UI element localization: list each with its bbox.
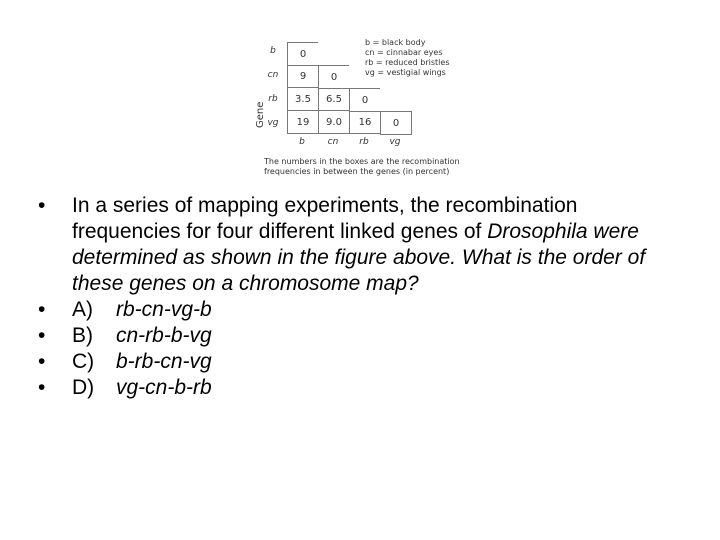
legend-item: cn = cinnabar eyes	[365, 48, 443, 57]
figure-caption: The numbers in the boxes are the recombination frequencies in between the genes (in percent)	[264, 157, 460, 176]
cell-vg-cn: 9.0	[318, 111, 349, 134]
option-text: rb-cn-vg-b	[116, 298, 212, 321]
legend-item: b = black body	[365, 38, 426, 47]
option-letter: B)	[72, 324, 93, 347]
recombination-figure	[255, 30, 465, 180]
option-text: vg-cn-b-rb	[116, 376, 212, 399]
question-block	[38, 193, 688, 401]
option-b	[38, 323, 688, 349]
cell-rb-rb: 0	[349, 88, 380, 112]
question-item	[38, 193, 688, 297]
question-text: In a series of mapping experiments, the recombination frequencies for four different linked genes of	[72, 194, 578, 243]
row-label-rb: rb	[268, 94, 278, 104]
question-text-italic: Drosophila were determined as shown in the figure above. What is the order of these genes on a chromosome map?	[72, 220, 646, 295]
cell-vg-vg: 0	[380, 111, 412, 135]
figure-legend	[365, 38, 450, 78]
cell-vg-b: 19	[287, 111, 318, 134]
cell-rb-cn: 6.5	[318, 88, 349, 111]
cell-cn-b: 9	[287, 65, 318, 88]
cell-vg-rb: 16	[349, 111, 380, 134]
legend-item: rb = reduced bristles	[365, 58, 450, 67]
cell-cn-cn: 0	[318, 65, 349, 89]
bullet: •	[38, 350, 46, 373]
col-label-rb: rb	[359, 137, 369, 147]
row-label-b: b	[270, 46, 276, 56]
col-label-cn: cn	[327, 137, 339, 147]
gene-axis-label: Gene	[255, 101, 266, 128]
option-c	[38, 349, 688, 375]
cell-b-b: 0	[287, 42, 318, 66]
bullet: •	[38, 324, 46, 347]
option-text: cn-rb-b-vg	[116, 324, 212, 347]
option-text: b-rb-cn-vg	[116, 350, 212, 373]
row-label-vg: vg	[267, 118, 279, 128]
option-d	[38, 375, 688, 401]
option-letter: C)	[72, 350, 95, 373]
legend-item: vg = vestigial wings	[365, 68, 446, 77]
option-letter: D)	[72, 376, 95, 399]
bullet: •	[38, 298, 46, 321]
cell-rb-b: 3.5	[287, 88, 318, 111]
col-label-b: b	[299, 137, 305, 147]
bullet: •	[38, 376, 46, 399]
row-label-cn: cn	[267, 70, 279, 80]
bullet: •	[38, 194, 46, 217]
option-letter: A)	[72, 298, 93, 321]
option-a	[38, 297, 688, 323]
col-label-vg: vg	[389, 137, 401, 147]
